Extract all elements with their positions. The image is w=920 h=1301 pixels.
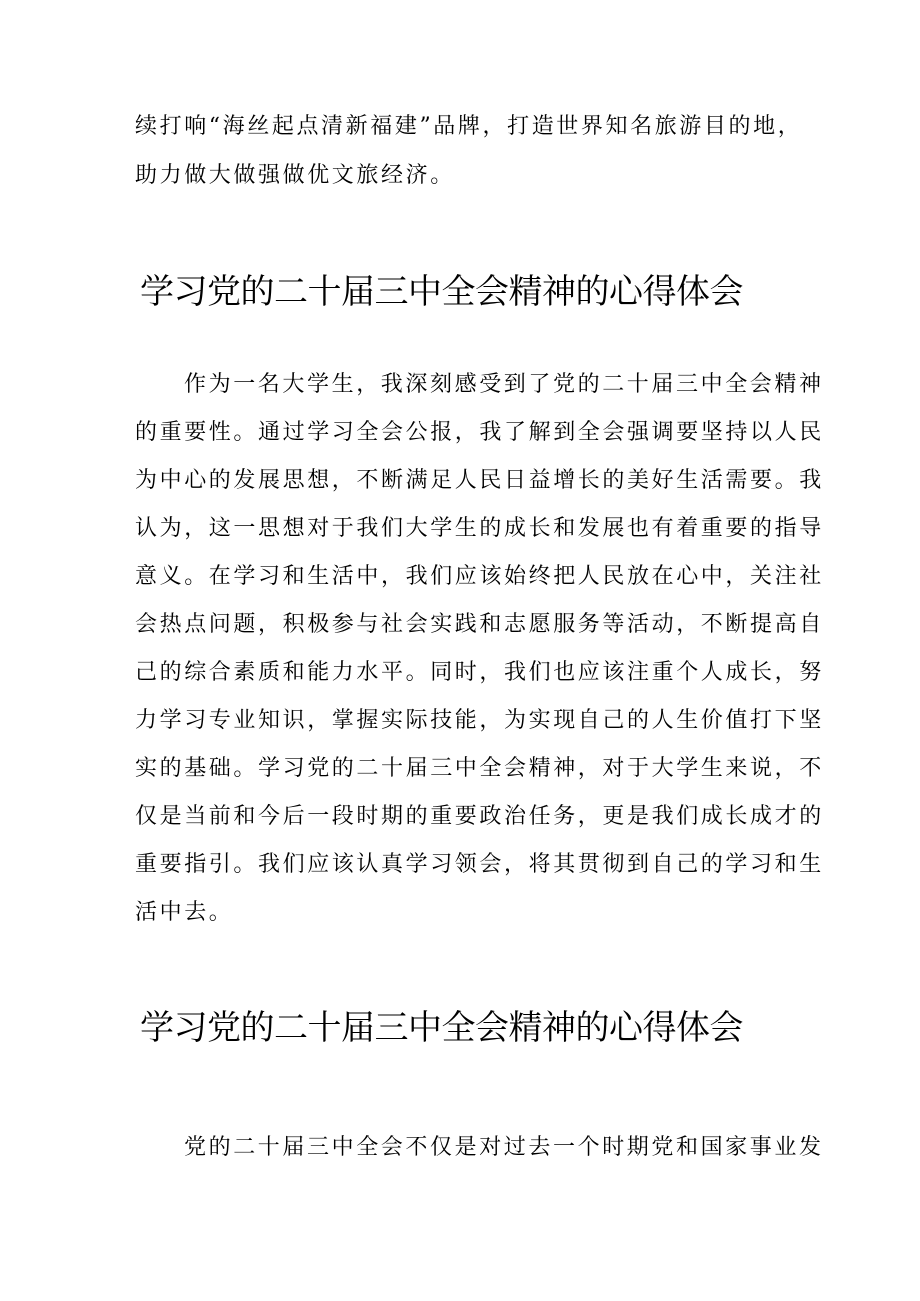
section-1-line-8: 力学习专业知识，掌握实际技能，为实现自己的人生价值打下坚 <box>135 708 824 733</box>
intro-line-1: 续打响“海丝起点清新福建”品牌，打造世界知名旅游目的地， <box>135 114 803 139</box>
intro-line-2: 助力做大做强做优文旅经济。 <box>135 163 455 188</box>
section-1-line-10: 仅是当前和今后一段时期的重要政治任务，更是我们成长成才的 <box>135 804 824 829</box>
section-1-line-11: 重要指引。我们应该认真学习领会，将其贯彻到自己的学习和生 <box>135 852 824 877</box>
section-2-title: 学习党的二十届三中全会精神的心得体会 <box>140 1008 743 1048</box>
section-1-line-6: 会热点问题，积极参与社会实践和志愿服务等活动，不断提高自 <box>135 612 824 637</box>
section-1-line-3: 为中心的发展思想，不断满足人民日益增长的美好生活需要。我 <box>135 468 824 493</box>
section-1-line-9: 实的基础。学习党的二十届三中全会精神，对于大学生来说，不 <box>135 756 824 781</box>
section-1-line-12: 活中去。 <box>135 900 234 925</box>
section-1-title: 学习党的二十届三中全会精神的心得体会 <box>140 272 743 312</box>
section-2-line-1: 党的二十届三中全会不仅是对过去一个时期党和国家事业发 <box>184 1135 824 1160</box>
section-1-line-1: 作为一名大学生，我深刻感受到了党的二十届三中全会精神 <box>184 372 824 397</box>
section-1-line-2: 的重要性。通过学习全会公报，我了解到全会强调要坚持以人民 <box>135 420 824 445</box>
section-1-line-7: 己的综合素质和能力水平。同时，我们也应该注重个人成长，努 <box>135 660 824 685</box>
section-1-line-4: 认为，这一思想对于我们大学生的成长和发展也有着重要的指导 <box>135 516 824 541</box>
section-1-line-5: 意义。在学习和生活中，我们应该始终把人民放在心中，关注社 <box>135 564 824 589</box>
